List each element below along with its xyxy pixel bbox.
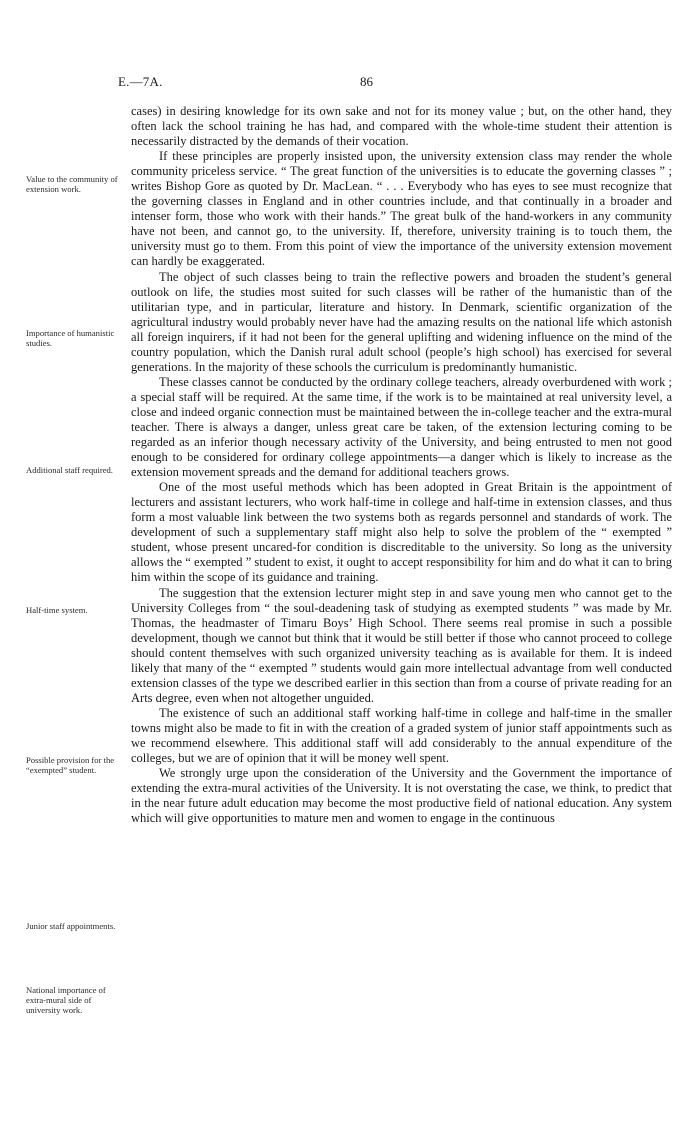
document-code: E.—7A.: [118, 74, 163, 89]
paragraph-special-staff: These classes cannot be conducted by the ordinary college teachers, already overburdened with work ; a special staff will be required. At the same time, if the work is to be maintained at real university level, a close and indeed organic connection must be maintained between the in-college teacher and the extra-mural teacher. There is always a danger, unless great care be taken, of the extension lecturing coming to be regarded as an inferior though necessary activity of the University, and being entrusted to men not good enough to be considered for ordinary college appointments—a danger which is likely to increase as the extension movement spreads and the demand for additional teachers grows.: [131, 374, 672, 480]
sidenote-national-importance: National importance of extra-mural side of university work.: [26, 985, 106, 1015]
body-text: [131, 104, 672, 826]
sidenote-junior-staff: Junior staff appointments.: [26, 921, 116, 931]
sidenote-exempted-student: Possible provision for the “exempted” student.: [26, 755, 115, 775]
paragraph-extension-class: If these principles are properly insisted upon, the university extension class may render the whole community priceless service. “ The great function of the universities is to educate the governing classes ” ; writes Bishop Gore as quoted by Dr. MacLean. “ . . . Everybody who has eyes to see must recognize that the governing classes in England and in other countries include, and that continually in a broader and intenser form, those who work with their hands.” The great bulk of the hand-workers in any community have not been, and cannot go, to the university. If, therefore, university training is to touch them, the university must go to them. From this point of view the importance of the university extension movement can hardly be exaggerated.: [131, 149, 672, 269]
sidenote-value-of-extension: Value to the community of extension work.: [26, 174, 118, 194]
paragraph-half-time: One of the most useful methods which has been adopted in Great Britain is the appointment of lecturers and assistant lecturers, who work half-time in college and half-time in extension classes, and thus form a most valuable link between the two systems both as regards personnel and standards of work. The development of such a supplementary staff might also help to solve the problem of the “ exempted ” student, whose present uncared-for condition is discreditable to the university. So long as the university allows the “ exempted ” student to exist, it ought to accept responsibility for him and do what it can to bring him within the scope of its guidance and training.: [131, 480, 672, 585]
paragraph-humanistic: The object of such classes being to train the reflective powers and broaden the student’s general outlook on life, the studies most suited for such classes will be rather of the humanistic than of the utilitarian type, and in particular, literature and history. In Denmark, scientific organization of the agricultural industry would probably never have had the amazing results on the national life which astonish all foreign inquirers, if it had not been for the general uplifting and widening influence on the mind of the country population, which the Danish rural adult school (people’s high school) has exercised for several generations. In the majority of these schools the curriculum is predominantly humanistic.: [131, 269, 672, 374]
sidenote-additional-staff: Additional staff required.: [26, 465, 113, 475]
paragraph-continuation: cases) in desiring knowledge for its own sake and not for its money value ; but, on the other hand, they often lack the school training he has had, and compared with the whole-time student their attention is necessarily distracted by the demands of their vocation.: [131, 104, 672, 149]
page-number: 86: [360, 74, 373, 89]
paragraph-national: We strongly urge upon the consideration of the University and the Government the importance of extending the extra-mural activities of the University. It is not overstating the case, we think, to predict that in the near future adult education may become the most productive field of national education. Any system which will give opportunities to mature men and women to engage in the continuous: [131, 766, 672, 826]
sidenote-half-time-system: Half-time system.: [26, 605, 88, 615]
sidenote-humanistic-studies: Importance of humanistic studies.: [26, 328, 115, 348]
paragraph-junior-staff: The existence of such an additional staff working half-time in college and half-time in the smaller towns might also be made to fit in with the creation of a graded system of junior staff appointments such as we recommend elsewhere. This additional staff will add considerably to the annual expenditure of the colleges, but we are of opinion that it will be money well spent.: [131, 705, 672, 766]
paragraph-exempted: The suggestion that the extension lecturer might step in and save young men who cannot get to the University Colleges from “ the soul-deadening task of studying as exempted students ” was made by Mr. Thomas, the headmaster of Timaru Boys’ High School. There seems real promise in such a possible development, though we cannot but think that it would be still better if those who cannot proceed to college should content themselves with such organized university teaching as is available for them. It is indeed likely that many of the “ exempted ” students would gain more intellectual advantage from well conducted extension classes of the type we described earlier in this section than from a course of private reading for an Arts degree, even when not altogether unguided.: [131, 585, 672, 705]
